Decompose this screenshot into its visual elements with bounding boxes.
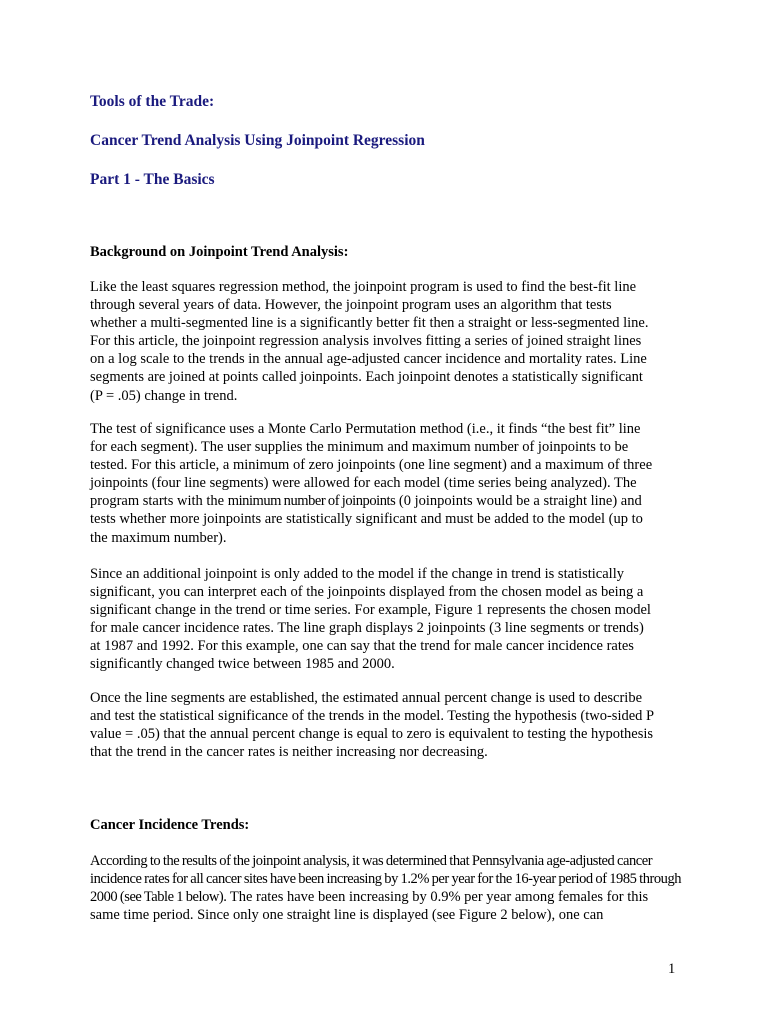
paragraph-incidence-results: [90, 852, 690, 924]
text-line: significant, you can interpret each of the joinpoints displayed from the chosen model as being a: [90, 584, 644, 601]
text-line: whether a multi-segmented line is a significantly better fit then a straight or less-segmented line.: [90, 315, 649, 332]
text-line-condensed: According to the results of the joinpoint analysis, it was determined that Pennsylvania age-adjusted cancer: [90, 853, 653, 869]
text-line: on a log scale to the trends in the annual age-adjusted cancer incidence and mortality rates. Line: [90, 351, 647, 368]
text-segment-condensed: minimum number of joinpoints: [227, 493, 396, 510]
document-page: [90, 0, 680, 1024]
text-line: The test of significance uses a Monte Carlo Permutation method (i.e., it finds “the best fit” line: [90, 421, 641, 437]
text-line: through several years of data. However, the joinpoint program uses an algorithm that tests: [90, 297, 612, 314]
text-line: Once the line segments are established, the estimated annual percent change is used to describe: [90, 690, 643, 706]
text-line: at 1987 and 1992. For this example, one can say that the trend for male cancer incidence rates: [90, 638, 634, 655]
text-line: [90, 492, 690, 510]
text-line: value = .05) that the annual percent change is equal to zero is equivalent to testing the hypothesis: [90, 726, 654, 743]
text-line: [90, 888, 690, 906]
text-line: joinpoints (four line segments) were allowed for each model (time series being analyzed). The: [90, 475, 637, 492]
paragraph-interpretation: [90, 565, 690, 674]
text-line: Since an additional joinpoint is only added to the model if the change in trend is statistically: [90, 566, 624, 582]
text-line: tests whether more joinpoints are statistically significant and must be added to the model (up to: [90, 511, 643, 528]
text-line: the maximum number).: [90, 529, 227, 546]
text-line: tested. For this article, a minimum of zero joinpoints (one line segment) and a maximum of three: [90, 457, 653, 474]
paragraph-test-of-significance: [90, 420, 690, 547]
heading-background: Background on Joinpoint Trend Analysis:: [90, 244, 349, 260]
text-segment: (0 joinpoints would be a straight line) and: [395, 493, 642, 510]
text-segment-condensed: 2000 (see Table 1 below).: [90, 889, 227, 906]
title-tools-of-the-trade: Tools of the Trade:: [90, 93, 215, 110]
paragraph-annual-percent-change: [90, 689, 690, 761]
text-segment: program starts with the: [90, 493, 228, 510]
title-part-1-basics: Part 1 - The Basics: [90, 171, 215, 188]
text-line: Like the least squares regression method, the joinpoint program is used to find the best-fit line: [90, 279, 637, 295]
page-number: 1: [668, 961, 676, 977]
text-segment: The rates have been increasing by 0.9% per year among females for this: [226, 889, 649, 906]
text-line: significant change in the trend or time series. For example, Figure 1 represents the chosen model: [90, 602, 651, 619]
text-line: significantly changed twice between 1985 and 2000.: [90, 656, 395, 673]
text-line: segments are joined at points called joinpoints. Each joinpoint denotes a statistically significant: [90, 369, 643, 386]
text-line: (P = .05) change in trend.: [90, 387, 238, 404]
title-cancer-trend-analysis: Cancer Trend Analysis Using Joinpoint Regression: [90, 132, 425, 149]
paragraph-joinpoint-intro: [90, 278, 690, 405]
text-line-condensed: incidence rates for all cancer sites have been increasing by 1.2% per year for the 16-year period of 1985 through: [90, 871, 682, 888]
text-line: For this article, the joinpoint regression analysis involves fitting a series of joined straight lines: [90, 333, 642, 350]
text-line: for each segment). The user supplies the minimum and maximum number of joinpoints to be: [90, 439, 629, 456]
text-line: and test the statistical significance of the trends in the model. Testing the hypothesis (two-sided P: [90, 708, 655, 725]
text-line: for male cancer incidence rates. The line graph displays 2 joinpoints (3 line segments or trends): [90, 620, 644, 637]
heading-cancer-incidence-trends: Cancer Incidence Trends:: [90, 817, 250, 833]
text-line: that the trend in the cancer rates is neither increasing nor decreasing.: [90, 744, 488, 761]
text-line: same time period. Since only one straight line is displayed (see Figure 2 below), one can: [90, 907, 604, 924]
